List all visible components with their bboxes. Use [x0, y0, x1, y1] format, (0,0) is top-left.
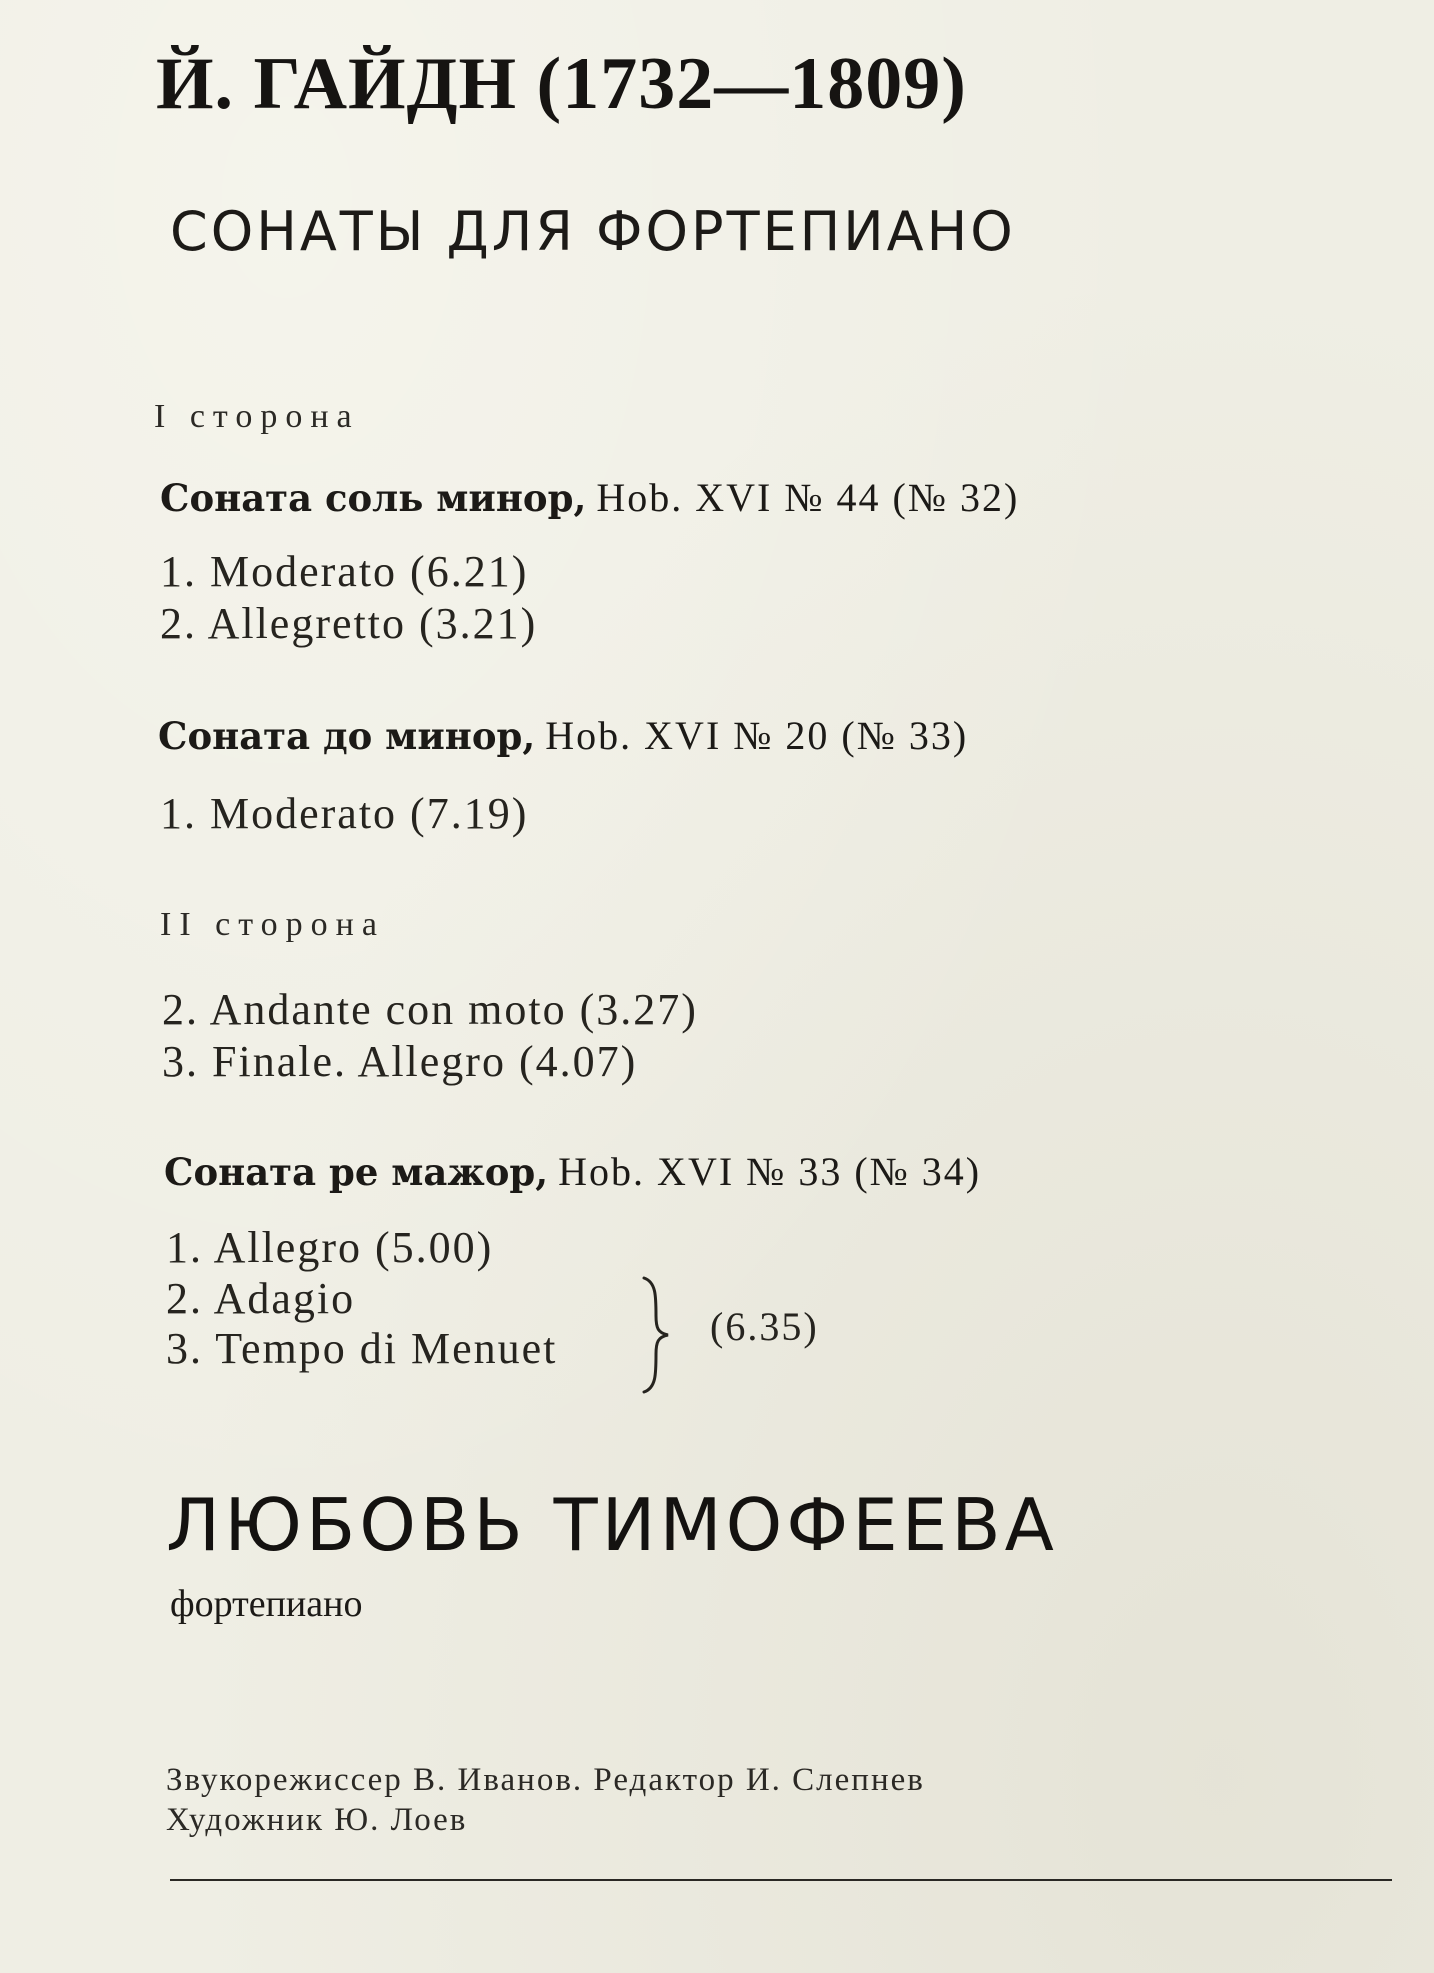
side-2-label: II сторона: [160, 906, 385, 943]
sonata-2-name: Соната до минор,: [158, 714, 536, 758]
brace-symbol: [640, 1276, 676, 1394]
credits-line-2: Художник Ю. Лоев: [166, 1802, 468, 1838]
sonata-1-movement-2: 2. Allegretto (3.21): [160, 599, 538, 648]
sonata-1-title: [160, 474, 1019, 521]
sonata-2-title: [158, 712, 968, 759]
sonata-3-movement-1: 1. Allegro (5.00): [166, 1223, 494, 1272]
performer-name: ЛЮБОВЬ ТИМОФЕЕВА: [166, 1483, 1058, 1567]
sonata-2-movement-2: 2. Andante con moto (3.27): [162, 985, 698, 1034]
sonata-3-movement-2: 2. Adagio: [166, 1274, 356, 1323]
sonata-3-catalog: Hob. XVI № 33 (№ 34): [558, 1149, 982, 1194]
sonata-1-catalog: Hob. XVI № 44 (№ 32): [596, 475, 1020, 520]
performer-instrument: фортепиано: [170, 1583, 363, 1625]
sonata-2-catalog: Hob. XVI № 20 (№ 33): [545, 713, 969, 758]
sonata-2-movement-3: 3. Finale. Allegro (4.07): [162, 1037, 638, 1086]
sonata-3-name: Соната ре мажор,: [164, 1150, 549, 1194]
credits-line-1: Звукорежиссер В. Иванов. Редактор И. Слепнев: [166, 1762, 925, 1798]
sonata-3-movement-3: 3. Tempo di Menuet: [166, 1324, 558, 1373]
sonata-1-movement-1: 1. Moderato (6.21): [160, 547, 529, 596]
album-subtitle: СОНАТЫ ДЛЯ ФОРТЕПИАНО: [170, 200, 1016, 263]
sonata-3-title: [164, 1148, 981, 1195]
sonata-2-movement-1: 1. Moderato (7.19): [160, 789, 529, 838]
grouped-duration: (6.35): [710, 1304, 819, 1349]
bottom-rule: [170, 1879, 1392, 1881]
composer-heading: Й. ГАЙДН (1732—1809): [156, 43, 967, 125]
sonata-1-name: Соната соль минор,: [160, 476, 587, 520]
side-1-label: I сторона: [154, 398, 360, 435]
